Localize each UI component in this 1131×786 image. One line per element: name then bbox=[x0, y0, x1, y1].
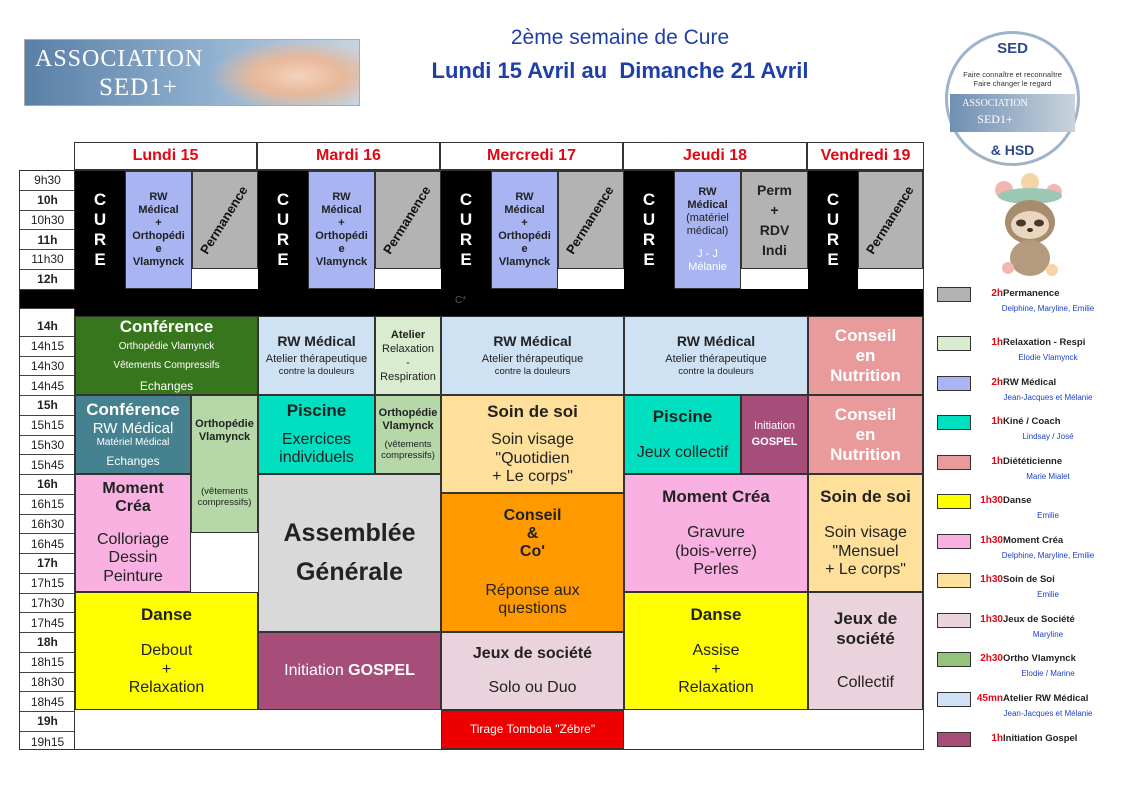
time-slot: 14h bbox=[20, 317, 75, 337]
ortho-t1: Orthopédie bbox=[195, 418, 254, 430]
danse-title: Danse bbox=[140, 604, 193, 624]
legend-swatch bbox=[937, 534, 971, 549]
conference-ortho-lundi bbox=[75, 316, 258, 395]
conference-line3: Echanges bbox=[106, 453, 160, 468]
legend-duration: 1h30 bbox=[980, 535, 1003, 546]
tirage-tombola: Tirage Tombola "Zébre" bbox=[441, 710, 624, 749]
logo-right-bottom: & HSD bbox=[990, 142, 1035, 158]
sloth-eye-left bbox=[1016, 220, 1026, 227]
day-header-mercredi: Mercredi 17 bbox=[440, 142, 623, 170]
logo-right-tag1: Faire connaître et reconnaître bbox=[963, 70, 1062, 79]
soin-de-soi-vendredi bbox=[808, 474, 923, 592]
conseil-l1: Réponse aux bbox=[485, 581, 580, 599]
logo-left-line1: ASSOCIATION bbox=[35, 46, 204, 72]
time-slot: 18h30 bbox=[20, 673, 75, 693]
time-slot: 14h15 bbox=[20, 337, 75, 357]
legend-swatch bbox=[937, 732, 971, 747]
danse-l2: + bbox=[161, 660, 172, 678]
time-slot: 16h bbox=[20, 475, 75, 495]
jeux-t2: société bbox=[836, 628, 895, 648]
rw-l1: Atelier thérapeutique bbox=[265, 352, 368, 365]
legend-swatch bbox=[937, 494, 971, 509]
time-column bbox=[20, 171, 75, 749]
legend-duration: 1h bbox=[991, 416, 1003, 427]
logo-right-mid1: ASSOCIATION bbox=[962, 98, 1028, 109]
legend-people: Elodie Vlamynck bbox=[1018, 353, 1078, 362]
logo-right-tag2: Faire changer le regard bbox=[973, 79, 1052, 88]
time-slot: 10h bbox=[20, 191, 75, 211]
soin-l2: "Quotidien bbox=[495, 449, 570, 467]
conference-line3: Echanges bbox=[139, 378, 194, 393]
crea-t2: Créa bbox=[115, 498, 151, 516]
piscine-l1: Jeux collectif bbox=[636, 444, 729, 462]
legend-label: Danse bbox=[1003, 495, 1032, 506]
legend-item bbox=[937, 455, 1127, 481]
conference-line2: Vêtements Compressifs bbox=[113, 360, 220, 372]
nutrition-t1: Conseil bbox=[834, 325, 897, 345]
legend-people: Emilie bbox=[1037, 511, 1059, 520]
rw-title: RW Médical bbox=[277, 332, 356, 349]
rw-atelier-jeudi bbox=[624, 316, 808, 395]
rw-materiel-t2: Médical bbox=[687, 199, 728, 211]
time-slot: 9h30 bbox=[20, 171, 75, 191]
permanence-label: Permanence bbox=[862, 182, 917, 257]
legend-people: Maryline bbox=[1032, 630, 1064, 639]
rw-ortho-lundi: RW Médical + Orthopédi e Vlamynck bbox=[125, 171, 192, 289]
danse-l1: Assise bbox=[692, 642, 740, 660]
legend-label: Moment Créa bbox=[1003, 535, 1064, 546]
rw-materiel-t3: (matériel bbox=[686, 212, 729, 224]
ortho-t3: (vêtements bbox=[201, 486, 248, 498]
conference-title: Conférence bbox=[119, 317, 214, 337]
nutrition-t2: en bbox=[855, 424, 876, 444]
legend-label: Initiation Gospel bbox=[1003, 733, 1078, 744]
relax-t3: - bbox=[406, 356, 410, 369]
legend-swatch bbox=[937, 613, 971, 628]
time-slot: 14h30 bbox=[20, 357, 75, 377]
conference-line1: Orthopédie Vlamynck bbox=[118, 340, 215, 352]
relax-t2: Relaxation bbox=[382, 342, 434, 355]
permanence-label: Permanence bbox=[197, 182, 252, 257]
time-slot: 15h45 bbox=[20, 455, 75, 475]
rw-materiel-t6: Mélanie bbox=[688, 261, 727, 273]
legend-item bbox=[937, 376, 1127, 402]
association-logo-left bbox=[24, 39, 360, 106]
time-slot: 15h bbox=[20, 396, 75, 416]
day-header-vendredi: Vendredi 19 bbox=[807, 142, 924, 170]
day-header-jeudi: Jeudi 18 bbox=[623, 142, 807, 170]
permanence-mardi bbox=[375, 171, 441, 269]
sloth-mask bbox=[1011, 211, 1049, 239]
ortho-vlamynck-lundi bbox=[191, 395, 258, 533]
time-slot: 10h30 bbox=[20, 211, 75, 231]
rw-title: RW Médical bbox=[676, 332, 756, 349]
piscine-title: Piscine bbox=[652, 406, 713, 426]
danse-l3: Relaxation bbox=[678, 678, 754, 696]
gospel-a: Initiation bbox=[284, 661, 349, 679]
conference-line1: RW Médical bbox=[92, 420, 174, 437]
time-slot: 14h45 bbox=[20, 376, 75, 396]
time-slot: 19h bbox=[20, 712, 75, 732]
legend-duration: 1h30 bbox=[980, 614, 1003, 625]
legend-duration: 2h30 bbox=[980, 653, 1003, 664]
legend-item bbox=[937, 494, 1127, 520]
piscine-title: Piscine bbox=[286, 401, 347, 421]
legend-item bbox=[937, 692, 1127, 718]
gospel-t1: Initiation bbox=[754, 420, 795, 433]
conseil-l2: questions bbox=[498, 600, 567, 618]
legend-label: Relaxation - Respi bbox=[1003, 337, 1086, 348]
legend-swatch bbox=[937, 455, 971, 470]
rw-materiel-t5: J - J bbox=[697, 248, 718, 260]
initiation-gospel-jeudi bbox=[741, 395, 808, 474]
legend-label: Kiné / Coach bbox=[1003, 416, 1061, 427]
relax-t4: Respiration bbox=[380, 370, 436, 383]
moment-crea-lundi bbox=[75, 474, 191, 592]
legend-duration: 1h bbox=[991, 733, 1003, 744]
rw-atelier-mardi bbox=[258, 316, 375, 395]
crea-l2: Dessin bbox=[108, 549, 158, 567]
ortho-t3: (vêtements bbox=[384, 439, 432, 451]
time-slot: 17h30 bbox=[20, 594, 75, 614]
legend-people: Marie Mialet bbox=[1026, 472, 1070, 481]
crea-l1: Gravure bbox=[687, 524, 745, 542]
permanence-mercredi bbox=[558, 171, 624, 269]
rw-atelier-mercredi bbox=[441, 316, 624, 395]
conseil-nutrition-2 bbox=[808, 395, 923, 474]
conseil-t2: & bbox=[526, 524, 539, 542]
crea-l3: Peinture bbox=[103, 567, 163, 585]
rw-l1: Atelier thérapeutique bbox=[481, 352, 584, 365]
baby-hand-image bbox=[209, 40, 359, 105]
nutrition-t1: Conseil bbox=[834, 404, 897, 424]
legend-duration: 2h bbox=[991, 288, 1003, 299]
legend-label: Atelier RW Médical bbox=[1003, 693, 1089, 704]
legend-label: Diététicienne bbox=[1003, 456, 1063, 467]
jeux-l1: Solo ou Duo bbox=[488, 679, 577, 696]
legend-swatch bbox=[937, 415, 971, 430]
time-slot: 19h15 bbox=[30, 734, 65, 749]
week-subtitle: 2ème semaine de Cure bbox=[510, 26, 730, 49]
legend-item bbox=[937, 534, 1127, 560]
jeux-societe-mercredi bbox=[441, 632, 624, 710]
danse-l3: Relaxation bbox=[128, 678, 205, 696]
time-slot: 16h30 bbox=[20, 515, 75, 535]
time-slot: 18h45 bbox=[20, 692, 75, 712]
relaxation-mardi bbox=[375, 316, 441, 395]
ortho-vlamynck-mardi bbox=[375, 395, 441, 474]
danse-l1: Debout bbox=[140, 642, 193, 660]
time-slot: 11h30 bbox=[20, 250, 75, 270]
rw-l2: contre la douleurs bbox=[278, 366, 355, 378]
rw-l1: Atelier thérapeutique bbox=[665, 352, 767, 365]
rw-ortho-mercredi: RW Médical + Orthopédi e Vlamynck bbox=[491, 171, 558, 289]
ag-l1: Assemblée bbox=[283, 519, 416, 548]
assemblee-generale bbox=[258, 474, 441, 632]
piscine-l1: Exercices bbox=[281, 430, 352, 448]
time-slot: 15h15 bbox=[20, 416, 75, 436]
conference-rw-lundi bbox=[75, 395, 191, 474]
legend-swatch bbox=[937, 573, 971, 588]
time-slot: 12h bbox=[20, 270, 75, 290]
legend-item bbox=[937, 613, 1127, 639]
lunch-break-bar bbox=[75, 289, 923, 316]
permanence-label: Permanence bbox=[380, 182, 435, 257]
legend-item bbox=[937, 732, 1127, 752]
soin-l3: + Le corps" bbox=[825, 560, 906, 578]
crea-l2: (bois-verre) bbox=[675, 542, 757, 560]
gospel-b: GOSPEL bbox=[348, 661, 415, 679]
danse-lundi bbox=[75, 592, 258, 710]
jeux-l1: Collectif bbox=[837, 674, 894, 692]
schedule-grid bbox=[19, 170, 924, 750]
legend-people: Emilie bbox=[1037, 590, 1059, 599]
legend-people: Lindsay / José bbox=[1022, 432, 1074, 441]
gospel-t2: GOSPEL bbox=[751, 436, 798, 448]
day-header-lundi: Lundi 15 bbox=[74, 142, 257, 170]
legend-item bbox=[937, 573, 1127, 599]
time-slot: 16h45 bbox=[20, 534, 75, 554]
piscine-l2: individuels bbox=[279, 449, 354, 467]
legend-duration: 1h bbox=[991, 337, 1003, 348]
jeux-t1: Jeux de bbox=[833, 609, 898, 629]
soin-l1: Soin visage bbox=[824, 524, 907, 542]
permanence-label: Permanence bbox=[563, 182, 618, 257]
week-title: Lundi 15 Avril au Dimanche 21 Avril bbox=[431, 58, 809, 83]
logo-left-line2: SED1+ bbox=[99, 74, 178, 101]
cure-lundi: C U R E bbox=[75, 171, 125, 289]
crea-t1: Moment bbox=[102, 480, 164, 498]
rw-materiel-jeudi bbox=[674, 171, 741, 289]
time-slot: 17h15 bbox=[20, 574, 75, 594]
danse-title: Danse bbox=[690, 604, 742, 624]
conference-title: Conférence bbox=[86, 400, 180, 420]
relax-t1: Atelier bbox=[390, 328, 426, 341]
rw-title: RW Médical bbox=[493, 332, 572, 349]
time-slot: 17h bbox=[20, 554, 75, 574]
sloth-eye-right bbox=[1034, 220, 1044, 227]
rw-l2: contre la douleurs bbox=[678, 366, 754, 378]
legend-duration: 1h30 bbox=[980, 574, 1003, 585]
soin-l3: + Le corps" bbox=[492, 467, 573, 485]
cure-jeudi: C U R E bbox=[624, 171, 674, 289]
ag-l2: Générale bbox=[295, 558, 403, 586]
legend-people: Jean-Jacques et Mélanie bbox=[1003, 393, 1093, 402]
logo-right-mid2: SED1+ bbox=[977, 112, 1013, 126]
crea-title: Moment Créa bbox=[662, 486, 770, 506]
legend-label: Jeux de Société bbox=[1003, 614, 1075, 625]
legend-swatch bbox=[937, 692, 971, 707]
nutrition-t2: en bbox=[855, 345, 876, 365]
time-slot: 16h15 bbox=[20, 495, 75, 515]
conseil-co-mercredi bbox=[441, 493, 624, 632]
conference-line2: Matériel Médical bbox=[96, 437, 170, 449]
crea-l3: Perles bbox=[693, 560, 739, 578]
rw-materiel-t4: médical) bbox=[686, 225, 729, 237]
rw-ortho-mardi: RW Médical + Orthopédi e Vlamynck bbox=[308, 171, 375, 289]
legend-item bbox=[937, 336, 1127, 362]
rw-materiel-t1: RW bbox=[698, 186, 717, 198]
time-slot: 11h bbox=[20, 230, 75, 250]
flower-5 bbox=[1046, 264, 1058, 276]
soin-l1: Soin visage bbox=[491, 431, 574, 449]
legend-label: Soin de Soi bbox=[1003, 574, 1055, 585]
piscine-jeudi bbox=[624, 395, 741, 474]
soin-de-soi-mercredi bbox=[441, 395, 624, 493]
ortho-t4: compressifs) bbox=[197, 497, 252, 509]
legend-duration: 1h bbox=[991, 456, 1003, 467]
ortho-t2: Vlamynck bbox=[382, 419, 434, 432]
danse-jeudi bbox=[624, 592, 808, 710]
legend-label: Permanence bbox=[1003, 288, 1060, 299]
legend-label: Ortho Vlamynck bbox=[1003, 653, 1076, 664]
logo-right-banner bbox=[950, 94, 1075, 132]
time-slot: 18h15 bbox=[20, 653, 75, 673]
permanence-vendredi bbox=[858, 171, 923, 269]
legend-duration: 45mn bbox=[976, 693, 1003, 704]
logo-right-top: SED bbox=[997, 40, 1028, 57]
cure-mardi: C U R E bbox=[258, 171, 308, 289]
conseil-t3: Co' bbox=[519, 543, 546, 561]
ortho-t2: Vlamynck bbox=[198, 430, 251, 443]
ortho-t1: Orthopédie bbox=[378, 406, 438, 419]
sed-hsd-logo bbox=[945, 31, 1080, 166]
lunch-marker: C* bbox=[455, 295, 467, 306]
soin-title: Soin de soi bbox=[487, 401, 578, 421]
legend-duration: 2h bbox=[991, 377, 1003, 388]
danse-l2: + bbox=[711, 660, 721, 678]
sloth-nose bbox=[1027, 228, 1033, 232]
nutrition-t3: Nutrition bbox=[830, 444, 901, 464]
jeux-title: Jeux de société bbox=[472, 644, 593, 662]
perm-rdv-jeudi: Perm + RDV Indi bbox=[741, 171, 808, 269]
moment-crea-jeudi bbox=[624, 474, 808, 592]
rw-l2: contre la douleurs bbox=[494, 366, 571, 378]
ortho-t4: compressifs) bbox=[381, 450, 435, 462]
legend-people: Delphine, Maryline, Emilie bbox=[1001, 551, 1095, 560]
legend-swatch bbox=[937, 336, 971, 351]
legend-label: RW Médical bbox=[1003, 377, 1057, 388]
sloth-illustration bbox=[990, 172, 1070, 282]
flower-4 bbox=[1002, 262, 1014, 274]
jeux-societe-vendredi bbox=[808, 592, 923, 710]
legend-people: Elodie / Marine bbox=[1021, 669, 1075, 678]
soin-title: Soin de soi bbox=[820, 486, 911, 506]
time-slot-lunch bbox=[20, 290, 75, 310]
piscine-mardi bbox=[258, 395, 375, 474]
nutrition-t3: Nutrition bbox=[830, 365, 901, 385]
legend-item bbox=[937, 287, 1127, 313]
crea-l1: Colloriage bbox=[96, 530, 170, 548]
initiation-gospel-mardi bbox=[258, 632, 441, 710]
time-slot: 15h30 bbox=[20, 436, 75, 456]
legend-item bbox=[937, 652, 1127, 678]
time-slot: 17h45 bbox=[20, 613, 75, 633]
permanence-lundi bbox=[192, 171, 258, 269]
conseil-t1: Conseil bbox=[503, 506, 562, 524]
legend-item bbox=[937, 415, 1127, 441]
legend-swatch bbox=[937, 652, 971, 667]
conseil-nutrition-1 bbox=[808, 316, 923, 395]
legend-people: Jean-Jacques et Mélanie bbox=[1003, 709, 1093, 718]
legend-duration: 1h30 bbox=[980, 495, 1003, 506]
time-slot: 18h bbox=[20, 633, 75, 653]
legend-swatch bbox=[937, 287, 971, 302]
cure-vendredi: C U R E bbox=[808, 171, 858, 289]
legend-swatch bbox=[937, 376, 971, 391]
day-header-mardi: Mardi 16 bbox=[257, 142, 440, 170]
soin-l2: "Mensuel bbox=[832, 542, 899, 560]
legend-people: Delphine, Maryline, Emilie bbox=[1001, 304, 1095, 313]
sloth-body bbox=[1010, 240, 1050, 276]
cure-mercredi: C U R E bbox=[441, 171, 491, 289]
